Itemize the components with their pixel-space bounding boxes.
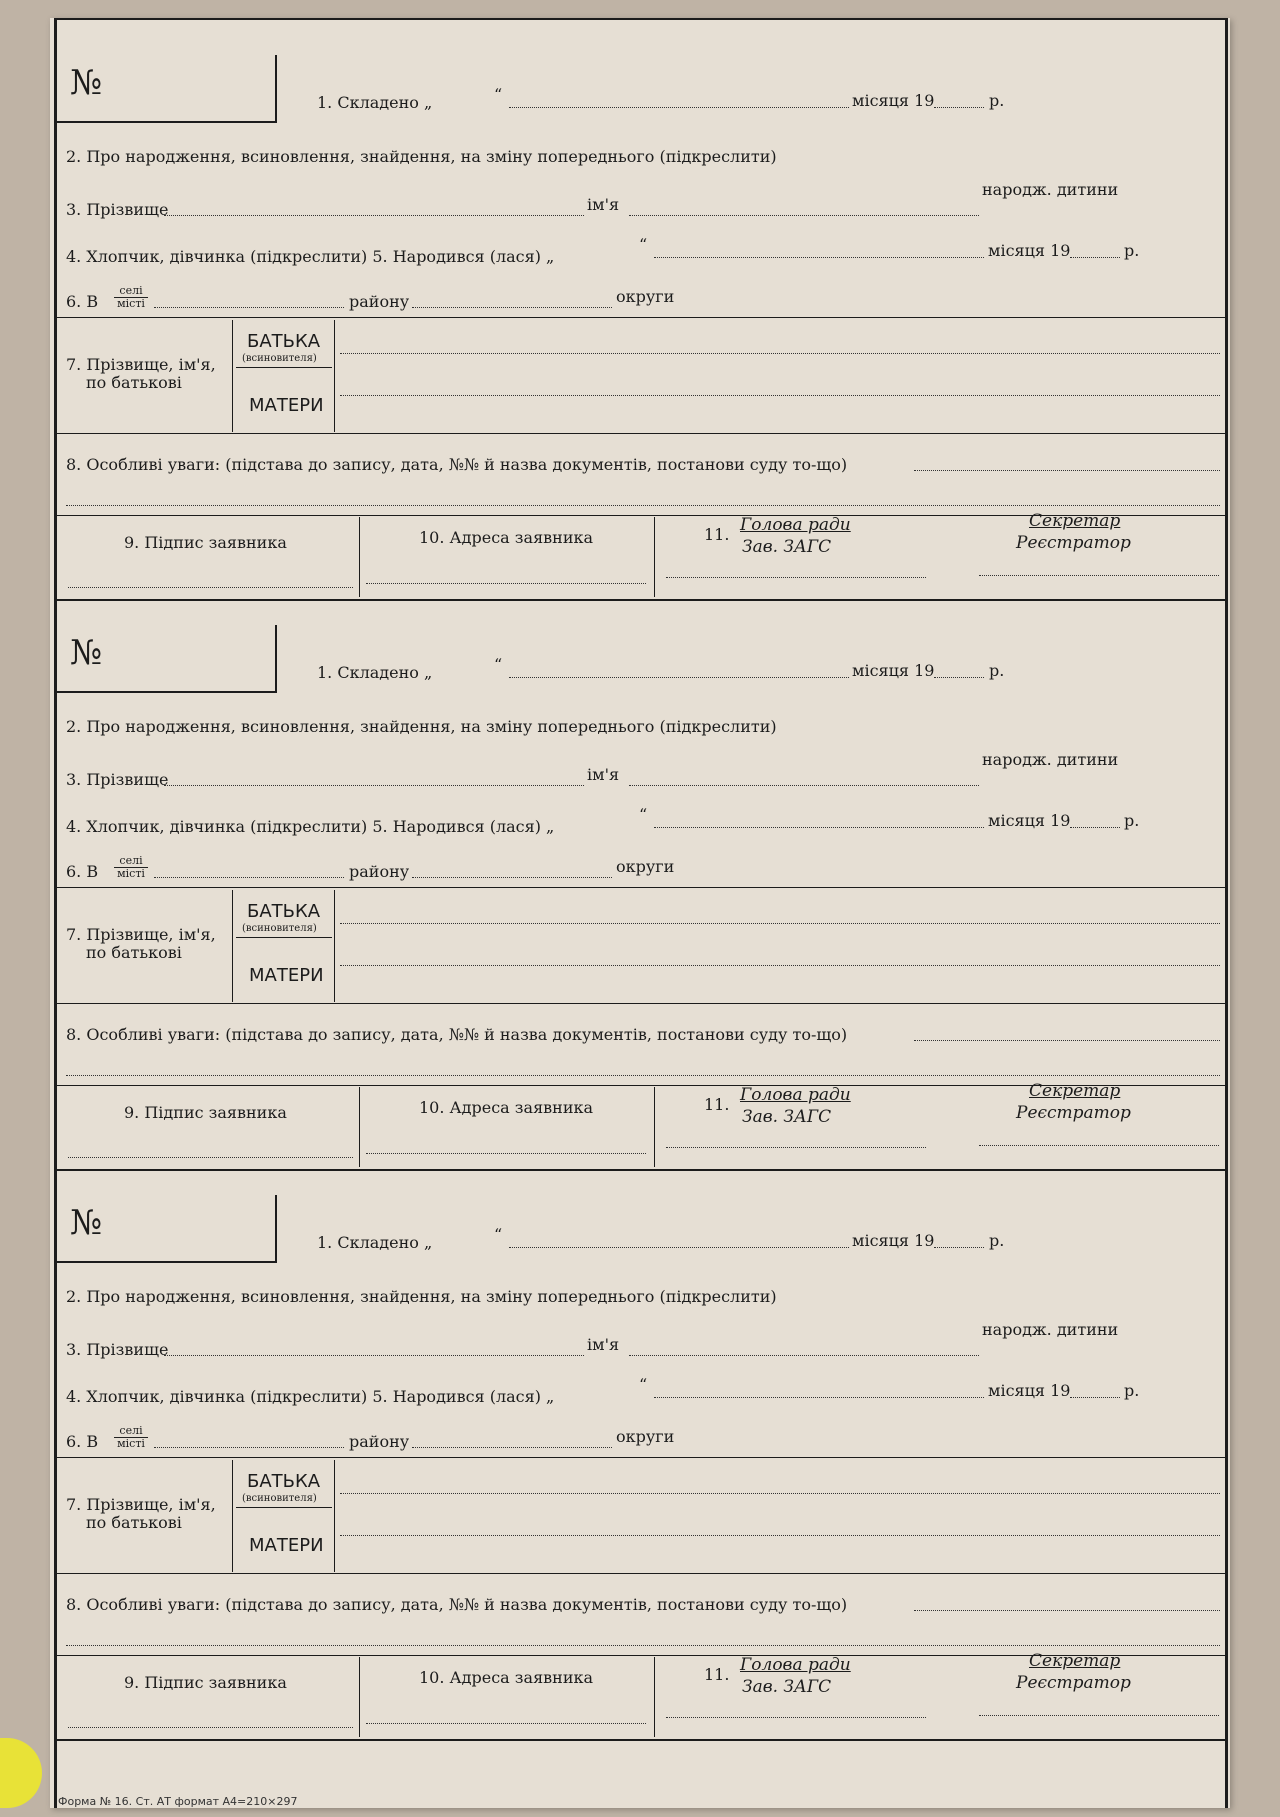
okrug-label: округи bbox=[616, 1427, 675, 1446]
field-10-label: 10. Адреса заявника bbox=[419, 1668, 594, 1687]
field-9-label: 9. Підпис заявника bbox=[124, 533, 287, 552]
district-label: району bbox=[349, 1432, 410, 1451]
year-line[interactable] bbox=[934, 677, 984, 678]
field-7-label: 7. Прізвище, ім'я, bbox=[66, 355, 216, 374]
zags-label: Зав. ЗАГС bbox=[742, 1677, 832, 1697]
secretary-signature-line[interactable] bbox=[979, 1715, 1219, 1716]
month-label: місяця 19 bbox=[852, 661, 935, 680]
field-7-label: 7. Прізвище, ім'я, bbox=[66, 1495, 216, 1514]
surname-line[interactable] bbox=[164, 1355, 584, 1356]
record-block-1 bbox=[54, 55, 1228, 625]
head-label: Голова ради bbox=[740, 1655, 851, 1675]
quote-open-2: “ bbox=[639, 235, 648, 254]
field-10-label: 10. Адреса заявника bbox=[419, 1098, 594, 1117]
mother-line[interactable] bbox=[340, 1535, 1220, 1536]
field-8-label: 8. Особливі уваги: (підстава до запису, дата, №№ й назва документів, постанови суду то-що) bbox=[66, 455, 848, 474]
name-label: ім'я bbox=[587, 1335, 620, 1354]
field-6-label: 6. В bbox=[66, 292, 99, 311]
district-label: району bbox=[349, 862, 410, 881]
district-line[interactable] bbox=[412, 1447, 612, 1448]
record-number-box bbox=[54, 1195, 277, 1263]
quote-open-2: “ bbox=[639, 1375, 648, 1394]
child-label: народж. дитини bbox=[982, 750, 1119, 769]
mother-label: МАТЕРИ bbox=[249, 395, 324, 416]
address-line[interactable] bbox=[366, 1153, 646, 1154]
zags-label: Зав. ЗАГС bbox=[742, 1107, 832, 1127]
signature-line[interactable] bbox=[68, 1727, 353, 1728]
field-7-label-2: по батькові bbox=[86, 373, 182, 392]
field-4-5-label: 4. Хлопчик, дівчинка (підкреслити) 5. Народився (лася) „ bbox=[66, 1387, 555, 1406]
quote-open-2: “ bbox=[639, 805, 648, 824]
district-line[interactable] bbox=[412, 307, 612, 308]
signature-line[interactable] bbox=[68, 1157, 353, 1158]
year-suffix-2: р. bbox=[1124, 811, 1140, 830]
record-block-3 bbox=[54, 1195, 1228, 1765]
field-11-label: 11. bbox=[704, 525, 730, 544]
notes-line-2[interactable] bbox=[66, 1075, 1220, 1076]
date-line[interactable] bbox=[509, 677, 849, 678]
name-line[interactable] bbox=[629, 785, 979, 786]
field-9-label: 9. Підпис заявника bbox=[124, 1103, 287, 1122]
field-10-label: 10. Адреса заявника bbox=[419, 528, 594, 547]
birth-year-line[interactable] bbox=[1070, 257, 1120, 258]
year-suffix-2: р. bbox=[1124, 1381, 1140, 1400]
father-line[interactable] bbox=[340, 923, 1220, 924]
month-label: місяця 19 bbox=[852, 1231, 935, 1250]
city-label: місті bbox=[117, 1437, 145, 1450]
year-suffix-2: р. bbox=[1124, 241, 1140, 260]
notes-line-1[interactable] bbox=[914, 1610, 1220, 1611]
village-city-fraction bbox=[114, 285, 148, 310]
mother-line[interactable] bbox=[340, 395, 1220, 396]
parents-divider bbox=[232, 890, 233, 1002]
notes-line-1[interactable] bbox=[914, 1040, 1220, 1041]
quote-open: “ bbox=[494, 1225, 503, 1244]
month-label: місяця 19 bbox=[852, 91, 935, 110]
adoptive-label: (всиновителя) bbox=[242, 353, 317, 364]
birth-date-line[interactable] bbox=[654, 257, 984, 258]
notes-line-2[interactable] bbox=[66, 1645, 1220, 1646]
place-line[interactable] bbox=[154, 877, 344, 878]
father-label: БАТЬКА bbox=[247, 331, 321, 352]
secretary-signature-line[interactable] bbox=[979, 1145, 1219, 1146]
form-footer: Форма № 16. Ст. АТ формат А4=210×297 bbox=[58, 1795, 298, 1808]
district-line[interactable] bbox=[412, 877, 612, 878]
field-3-label: 3. Прізвище bbox=[66, 1340, 169, 1359]
child-label: народж. дитини bbox=[982, 1320, 1119, 1339]
father-line[interactable] bbox=[340, 353, 1220, 354]
birth-year-line[interactable] bbox=[1070, 827, 1120, 828]
secretary-signature-line[interactable] bbox=[979, 575, 1219, 576]
head-label: Голова ради bbox=[740, 515, 851, 535]
okrug-label: округи bbox=[616, 287, 675, 306]
yellow-tab bbox=[0, 1738, 42, 1808]
adoptive-label: (всиновителя) bbox=[242, 1493, 317, 1504]
field-3-label: 3. Прізвище bbox=[66, 200, 169, 219]
field-7-label-2: по батькові bbox=[86, 943, 182, 962]
village-city-fraction bbox=[114, 1425, 148, 1450]
name-label: ім'я bbox=[587, 195, 620, 214]
name-line[interactable] bbox=[629, 1355, 979, 1356]
zags-label: Зав. ЗАГС bbox=[742, 537, 832, 557]
head-label: Голова ради bbox=[740, 1085, 851, 1105]
number-sign: № bbox=[70, 633, 103, 673]
field-4-5-label: 4. Хлопчик, дівчинка (підкреслити) 5. Народився (лася) „ bbox=[66, 247, 555, 266]
secretary-label: Секретар bbox=[1029, 511, 1121, 531]
year-line[interactable] bbox=[934, 107, 984, 108]
secretary-label: Секретар bbox=[1029, 1651, 1121, 1671]
record-number-box bbox=[54, 625, 277, 693]
field-7-label-2: по батькові bbox=[86, 1513, 182, 1532]
registrar-label: Реєстратор bbox=[1016, 533, 1131, 553]
mother-label: МАТЕРИ bbox=[249, 1535, 324, 1556]
birth-date-line[interactable] bbox=[654, 1397, 984, 1398]
registrar-label: Реєстратор bbox=[1016, 1673, 1131, 1693]
record-block-2 bbox=[54, 625, 1228, 1195]
address-line[interactable] bbox=[366, 1723, 646, 1724]
year-line[interactable] bbox=[934, 1247, 984, 1248]
year-suffix: р. bbox=[989, 91, 1005, 110]
address-line[interactable] bbox=[366, 583, 646, 584]
field-2-label: 2. Про народження, всиновлення, знайдення, на зміну попереднього (підкреслити) bbox=[66, 717, 777, 736]
village-label: селі bbox=[114, 855, 148, 868]
birth-year-line[interactable] bbox=[1070, 1397, 1120, 1398]
parents-divider bbox=[232, 320, 233, 432]
name-label: ім'я bbox=[587, 765, 620, 784]
field-9-label: 9. Підпис заявника bbox=[124, 1673, 287, 1692]
field-2-label: 2. Про народження, всиновлення, знайдення, на зміну попереднього (підкреслити) bbox=[66, 1287, 777, 1306]
field-11-label: 11. bbox=[704, 1665, 730, 1684]
month-label-2: місяця 19 bbox=[988, 241, 1071, 260]
father-label: БАТЬКА bbox=[247, 901, 321, 922]
field-11-label: 11. bbox=[704, 1095, 730, 1114]
field-4-5-label: 4. Хлопчик, дівчинка (підкреслити) 5. Народився (лася) „ bbox=[66, 817, 555, 836]
village-city-fraction bbox=[114, 855, 148, 880]
village-label: селі bbox=[114, 1425, 148, 1438]
birth-date-line[interactable] bbox=[654, 827, 984, 828]
child-label: народж. дитини bbox=[982, 180, 1119, 199]
notes-line-2[interactable] bbox=[66, 505, 1220, 506]
number-sign: № bbox=[70, 63, 103, 103]
field-1-label: 1. Складено „ bbox=[317, 663, 433, 682]
number-sign: № bbox=[70, 1203, 103, 1243]
okrug-label: округи bbox=[616, 857, 675, 876]
field-8-label: 8. Особливі уваги: (підстава до запису, дата, №№ й назва документів, постанови суду то-що) bbox=[66, 1595, 848, 1614]
quote-open: “ bbox=[494, 655, 503, 674]
month-label-2: місяця 19 bbox=[988, 811, 1071, 830]
head-signature-line[interactable] bbox=[666, 577, 926, 578]
field-6-label: 6. В bbox=[66, 1432, 99, 1451]
field-6-label: 6. В bbox=[66, 862, 99, 881]
field-3-label: 3. Прізвище bbox=[66, 770, 169, 789]
secretary-label: Секретар bbox=[1029, 1081, 1121, 1101]
adoptive-label: (всиновителя) bbox=[242, 923, 317, 934]
village-label: селі bbox=[114, 285, 148, 298]
field-8-label: 8. Особливі уваги: (підстава до запису, дата, №№ й назва документів, постанови суду то-що) bbox=[66, 1025, 848, 1044]
record-number-box bbox=[54, 55, 277, 123]
date-line[interactable] bbox=[509, 1247, 849, 1248]
father-label: БАТЬКА bbox=[247, 1471, 321, 1492]
district-label: району bbox=[349, 292, 410, 311]
signature-line[interactable] bbox=[68, 587, 353, 588]
mother-line[interactable] bbox=[340, 965, 1220, 966]
field-1-label: 1. Складено „ bbox=[317, 93, 433, 112]
month-label-2: місяця 19 bbox=[988, 1381, 1071, 1400]
notes-line-1[interactable] bbox=[914, 470, 1220, 471]
year-suffix: р. bbox=[989, 1231, 1005, 1250]
head-signature-line[interactable] bbox=[666, 1147, 926, 1148]
field-7-label: 7. Прізвище, ім'я, bbox=[66, 925, 216, 944]
quote-open: “ bbox=[494, 85, 503, 104]
place-line[interactable] bbox=[154, 1447, 344, 1448]
field-1-label: 1. Складено „ bbox=[317, 1233, 433, 1252]
head-signature-line[interactable] bbox=[666, 1717, 926, 1718]
father-line[interactable] bbox=[340, 1493, 1220, 1494]
field-2-label: 2. Про народження, всиновлення, знайдення, на зміну попереднього (підкреслити) bbox=[66, 147, 777, 166]
year-suffix: р. bbox=[989, 661, 1005, 680]
surname-line[interactable] bbox=[164, 785, 584, 786]
registrar-label: Реєстратор bbox=[1016, 1103, 1131, 1123]
parents-divider bbox=[232, 1460, 233, 1572]
date-line[interactable] bbox=[509, 107, 849, 108]
surname-line[interactable] bbox=[164, 215, 584, 216]
city-label: місті bbox=[117, 867, 145, 880]
place-line[interactable] bbox=[154, 307, 344, 308]
name-line[interactable] bbox=[629, 215, 979, 216]
city-label: місті bbox=[117, 297, 145, 310]
mother-label: МАТЕРИ bbox=[249, 965, 324, 986]
